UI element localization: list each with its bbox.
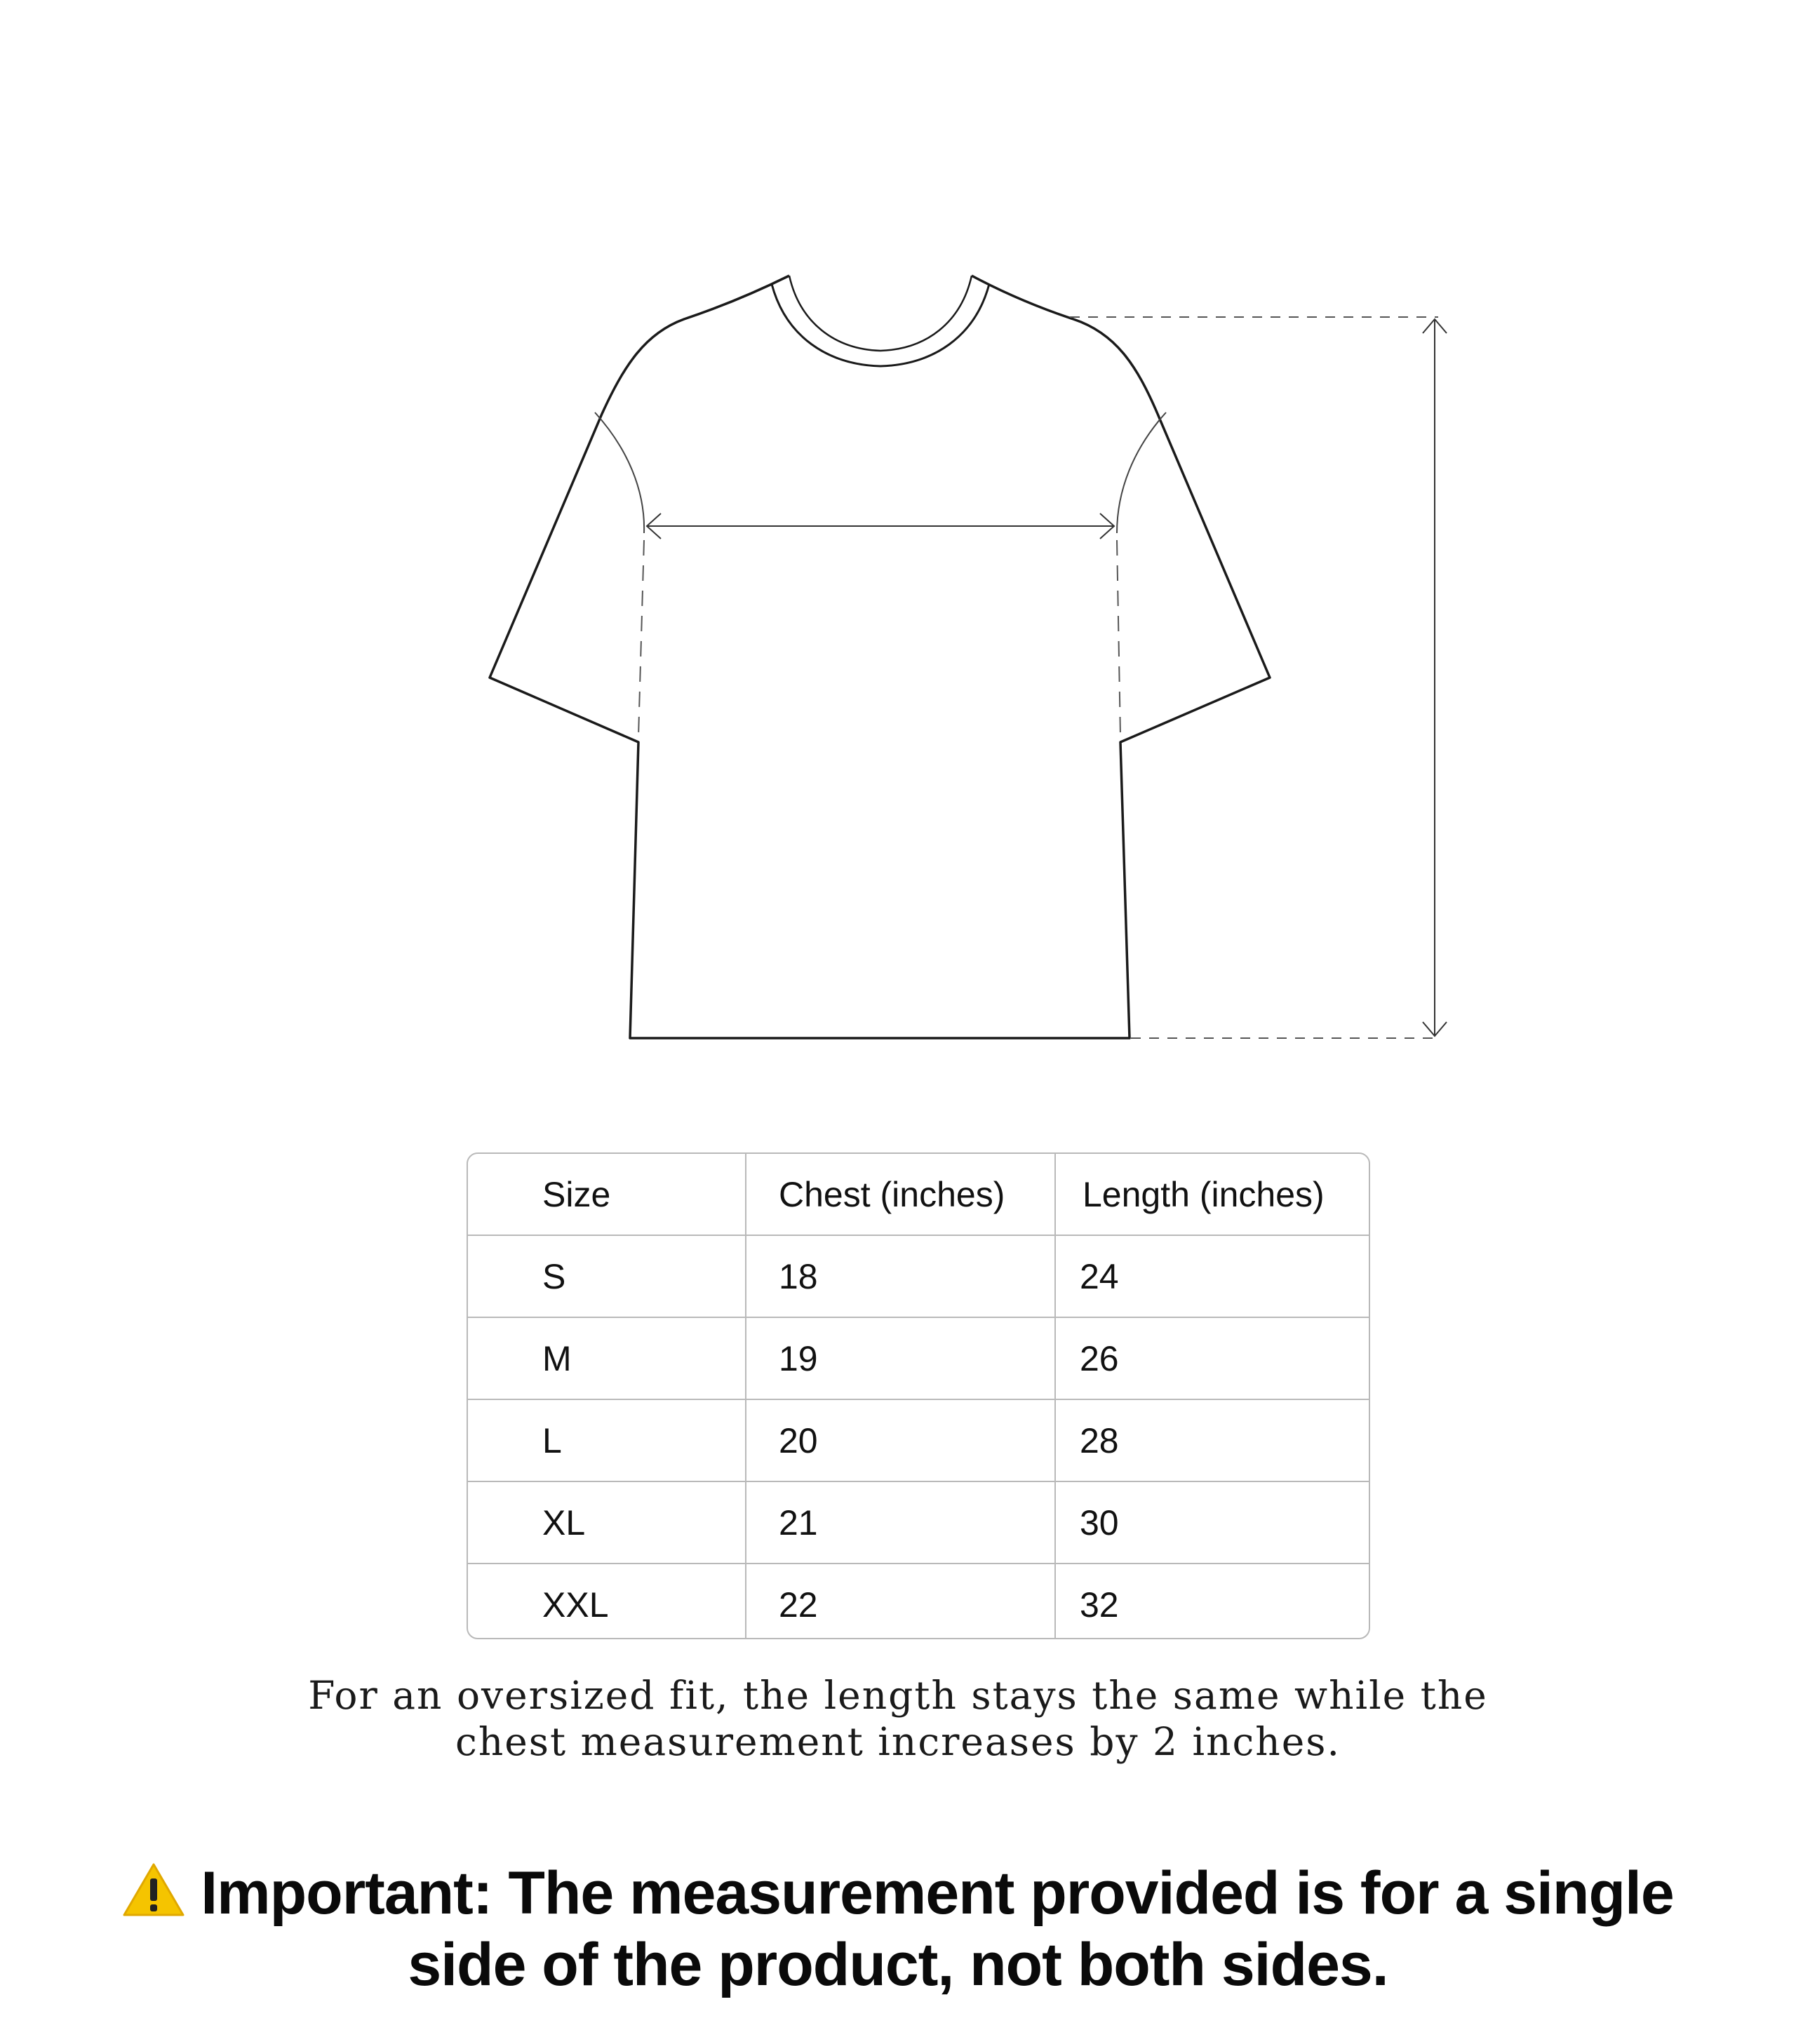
table-row [468,1317,1369,1399]
table-header-row [468,1154,1369,1235]
chest-cell: 20 [746,1399,1055,1481]
size-cell: XL [468,1481,746,1564]
tshirt-collar-outer [789,276,972,351]
table-row [468,1235,1369,1317]
length-measurement-arrow [1423,319,1447,1036]
size-cell: M [468,1317,746,1399]
length-cell: 24 [1055,1235,1369,1317]
important-note-text-1: Important: The measurement provided is for a single [201,1860,1674,1927]
table-row [468,1481,1369,1564]
important-note-line-2: side of the product, not both sides. [408,1931,1388,1998]
header-length: Length (inches) [1055,1154,1369,1235]
fit-note-line-1: For an oversized fit, the length stays the same while the [308,1673,1488,1718]
size-table [468,1154,1369,1639]
length-cell: 32 [1080,1585,1119,1625]
length-cell: 26 [1055,1317,1369,1399]
chest-cell: 22 [746,1564,1055,1639]
important-note-line-1 [0,1857,1796,1929]
table-row [468,1564,1369,1639]
table-row [468,1399,1369,1481]
oversized-fit-note [0,1672,1796,1765]
header-size: Size [468,1154,746,1235]
size-cell: XXL [468,1564,746,1639]
length-cell: 30 [1055,1481,1369,1564]
size-chart-table [467,1152,1370,1639]
tshirt-collar [772,284,989,366]
fit-note-line-2: chest measurement increases by 2 inches. [455,1719,1341,1764]
chest-cell: 21 [746,1481,1055,1564]
size-cell: L [468,1399,746,1481]
chest-cell: 18 [746,1235,1055,1317]
warning-icon [122,1862,185,1918]
chest-cell: 19 [746,1317,1055,1399]
important-note [0,1857,1796,2001]
tshirt-left-side-guide [638,540,644,737]
tshirt-right-armhole-seam [1117,412,1166,533]
tshirt-left-armhole-seam [595,412,644,533]
chest-measurement-arrow [647,513,1114,539]
header-chest: Chest (inches) [746,1154,1055,1235]
size-cell: S [468,1235,746,1317]
length-cell: 28 [1055,1399,1369,1481]
tshirt-outline [490,276,1270,1038]
tshirt-right-side-guide [1117,540,1120,737]
